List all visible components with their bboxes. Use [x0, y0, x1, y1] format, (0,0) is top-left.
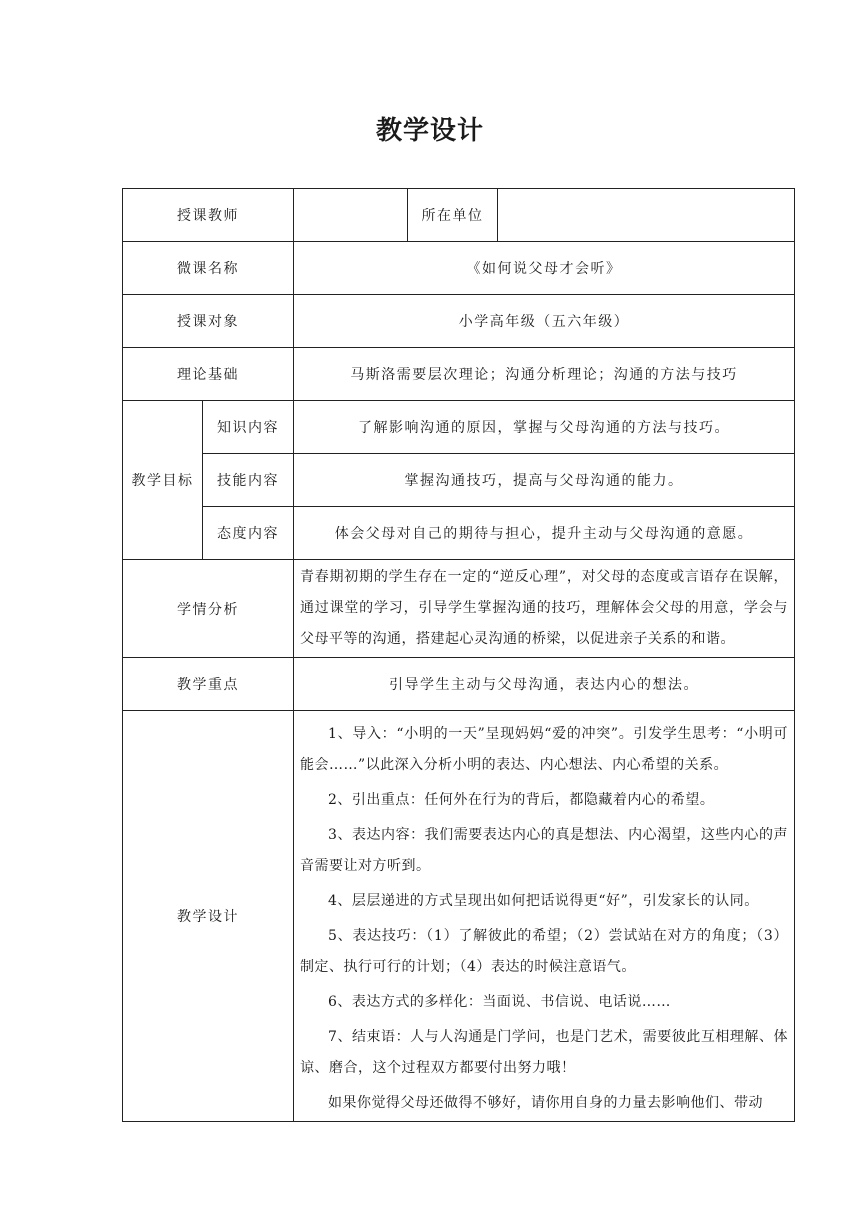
knowledge-value: 了解影响沟通的原因，掌握与父母沟通的方法与技巧。: [294, 401, 795, 454]
goals-label: 教学目标: [123, 401, 203, 560]
audience-label: 授课对象: [123, 295, 294, 348]
lesson-design-table: [122, 188, 795, 1122]
analysis-cell: [294, 560, 795, 658]
knowledge-label: 知识内容: [203, 401, 294, 454]
row-theory: [123, 348, 795, 401]
teacher-value: [294, 189, 408, 242]
design-paragraph: 4、层层递进的方式呈现出如何把话说得更“好”，引发家长的认同。: [328, 893, 759, 909]
theory-value: 马斯洛需要层次理论；沟通分析理论；沟通的方法与技巧: [294, 348, 795, 401]
attitude-label: 态度内容: [203, 507, 294, 560]
analysis-value: 青春期初期的学生存在一定的“逆反心理”，对父母的态度或言语存在误解，通过课堂的学习，引导学生掌握沟通的技巧，理解体会父母的用意，学会与父母平等的沟通，搭建起心灵沟通的桥梁，以促进亲子关系的和谐。: [300, 569, 788, 647]
row-goal-attitude: [123, 507, 795, 560]
analysis-label: 学情分析: [123, 560, 294, 658]
audience-value: 小学高年级（五六年级）: [294, 295, 795, 348]
unit-value: [498, 189, 795, 242]
row-audience: [123, 295, 795, 348]
row-focus: [123, 658, 795, 711]
row-goal-knowledge: [123, 401, 795, 454]
focus-value: 引导学生主动与父母沟通，表达内心的想法。: [294, 658, 795, 711]
design-paragraph: 如果你觉得父母还做得不够好，请你用自身的力量去影响他们、带动: [328, 1095, 763, 1111]
attitude-value: 体会父母对自己的期待与担心，提升主动与父母沟通的意愿。: [294, 507, 795, 560]
skill-value: 掌握沟通技巧，提高与父母沟通的能力。: [294, 454, 795, 507]
design-paragraph: 2、引出重点：任何外在行为的背后，都隐藏着内心的希望。: [328, 792, 715, 808]
course-value: 《如何说父母才会听》: [294, 242, 795, 295]
design-paragraph: 5、表达技巧：（1）了解彼此的希望；（2）尝试站在对方的角度；（3）制定、执行可行的计划；（4）表达的时候注意语气。: [300, 928, 788, 975]
design-cell: [294, 711, 795, 1122]
design-paragraph: 7、结束语：人与人沟通是门学问，也是门艺术，需要彼此互相理解、体谅、磨合，这个过程双方都要付出努力哦！: [300, 1029, 788, 1076]
row-design: [123, 711, 795, 1122]
design-label: 教学设计: [123, 711, 294, 1122]
row-goal-skill: [123, 454, 795, 507]
skill-label: 技能内容: [203, 454, 294, 507]
design-paragraph: 1、导入：“小明的一天”呈现妈妈“爱的冲突”。引发学生思考：“小明可能会……”以此深入分析小明的表达、内心想法、内心希望的关系。: [300, 726, 788, 773]
theory-label: 理论基础: [123, 348, 294, 401]
design-paragraph: 3、表达内容：我们需要表达内心的真是想法、内心渴望，这些内心的声音需要让对方听到。: [300, 827, 788, 874]
row-analysis: [123, 560, 795, 658]
teacher-label: 授课教师: [123, 189, 294, 242]
row-course: [123, 242, 795, 295]
unit-label: 所在单位: [408, 189, 498, 242]
course-label: 微课名称: [123, 242, 294, 295]
focus-label: 教学重点: [123, 658, 294, 711]
row-teacher: [123, 189, 795, 242]
page-title: 教学设计: [375, 116, 484, 146]
design-paragraph: 6、表达方式的多样化：当面说、书信说、电话说……: [328, 994, 671, 1010]
